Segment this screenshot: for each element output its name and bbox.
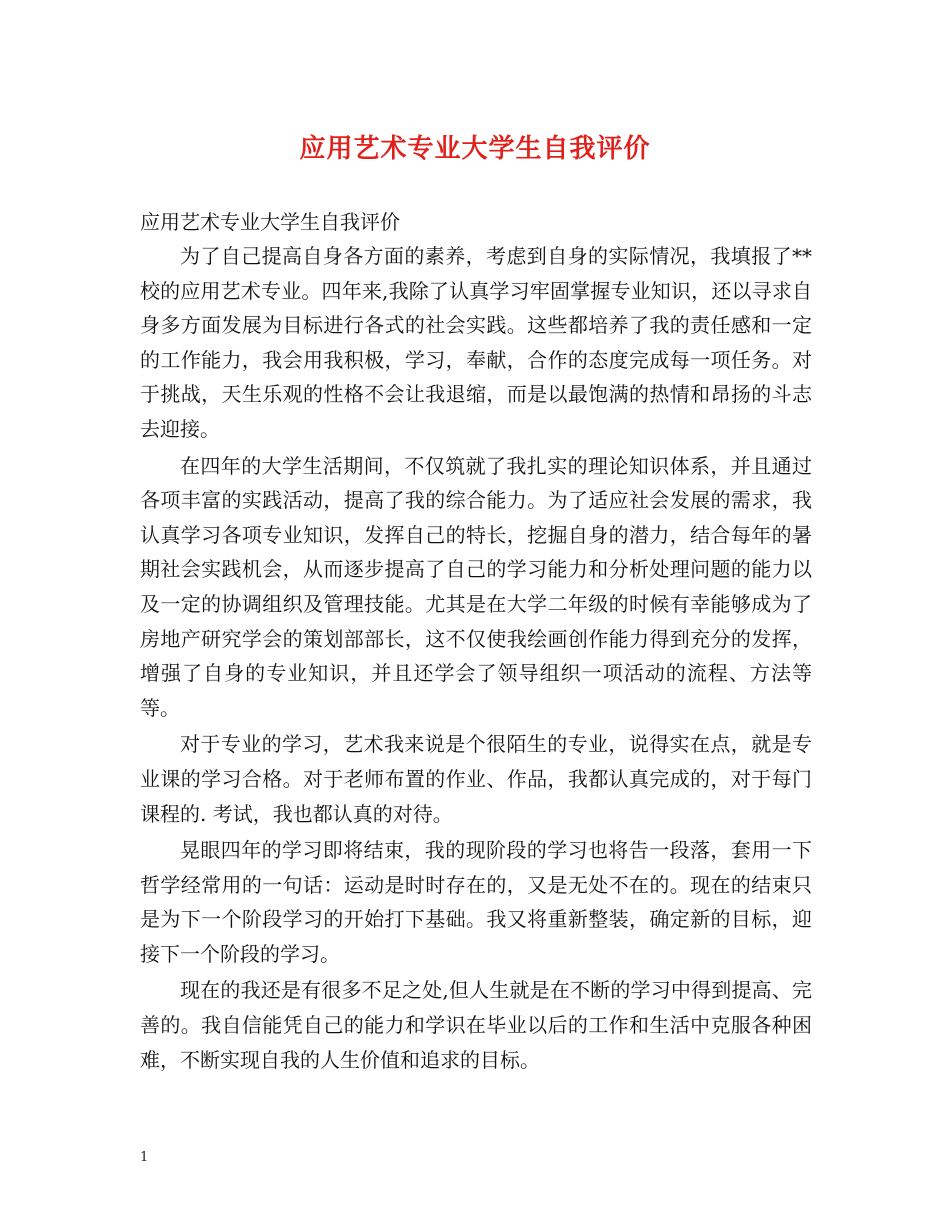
paragraph-5: 现在的我还是有很多不足之处,但人生就是在不断的学习中得到提高、完善的。我自信能凭自己的能力和学识在毕业以后的工作和生活中克服各种困难，不断实现自我的人生价值和追求的目标。 xyxy=(140,978,812,1072)
paragraph-3: 对于专业的学习，艺术我来说是个很陌生的专业，说得实在点，就是专业课的学习合格。对于老师布置的作业、作品，我都认真完成的，对于每门课程的. 考试，我也都认真的对待。 xyxy=(140,732,812,826)
document-heading: 应用艺术专业大学生自我评价 xyxy=(140,210,400,234)
paragraph-1: 为了自己提高自身各方面的素养，考虑到自身的实际情况，我填报了**校的应用艺术专业。四年来,我除了认真学习牢固掌握专业知识，还以寻求自身多方面发展为目标进行各式的社会实践。这些都培养了我的责任感和一定的工作能力，我会用我积极，学习，奉献，合作的态度完成每一项任务。对于挑战，天生乐观的性格不会让我退缩，而是以最饱满的热情和昂扬的斗志去迎接。 xyxy=(140,244,812,441)
paragraph-4: 晃眼四年的学习即将结束，我的现阶段的学习也将告一段落，套用一下哲学经常用的一句话：运动是时时存在的，又是无处不在的。现在的结束只是为下一个阶段学习的开始打下基础。我又将重新整装，确定新的目标，迎接下一个阶段的学习。 xyxy=(140,838,812,966)
paragraph-2: 在四年的大学生活期间，不仅筑就了我扎实的理论知识体系，并且通过各项丰富的实践活动，提高了我的综合能力。为了适应社会发展的需求，我认真学习各项专业知识，发挥自己的特长，挖掘自身的潜力，结合每年的暑期社会实践机会，从而逐步提高了自己的学习能力和分析处理问题的能力以及一定的协调组织及管理技能。尤其是在大学二年级的时候有幸能够成为了房地产研究学会的策划部部长，这不仅使我绘画创作能力得到充分的发挥，增强了自身的专业知识，并且还学会了领导组织一项活动的流程、方法等等。 xyxy=(140,453,812,720)
page-number: 1 xyxy=(140,1150,149,1165)
document-title: 应用艺术专业大学生自我评价 xyxy=(299,134,651,164)
document-body xyxy=(140,205,812,1079)
